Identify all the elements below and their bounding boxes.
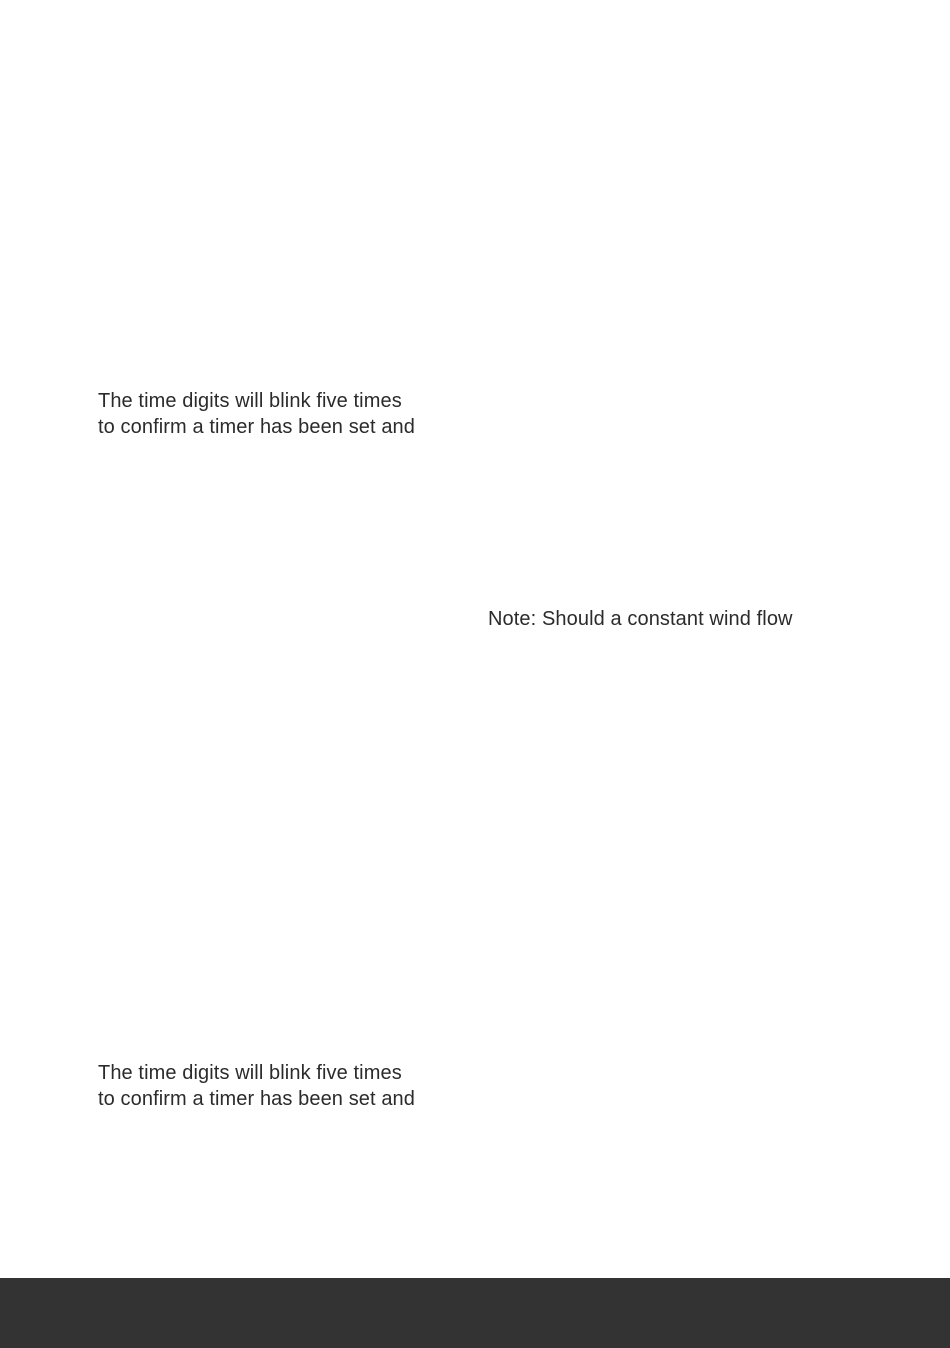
text-line: Note: Should a constant wind flow [488, 608, 793, 630]
timer-confirmation-paragraph-bottom [98, 1060, 415, 1112]
footer-bar [0, 1278, 950, 1348]
text-line: to confirm a timer has been set and [98, 416, 415, 438]
text-line: to confirm a timer has been set and [98, 1088, 415, 1110]
text-line: The time digits will blink five times [98, 390, 402, 412]
text-line: The time digits will blink five times [98, 1062, 402, 1084]
timer-confirmation-paragraph-top [98, 388, 415, 440]
wind-flow-note-paragraph [488, 606, 793, 632]
